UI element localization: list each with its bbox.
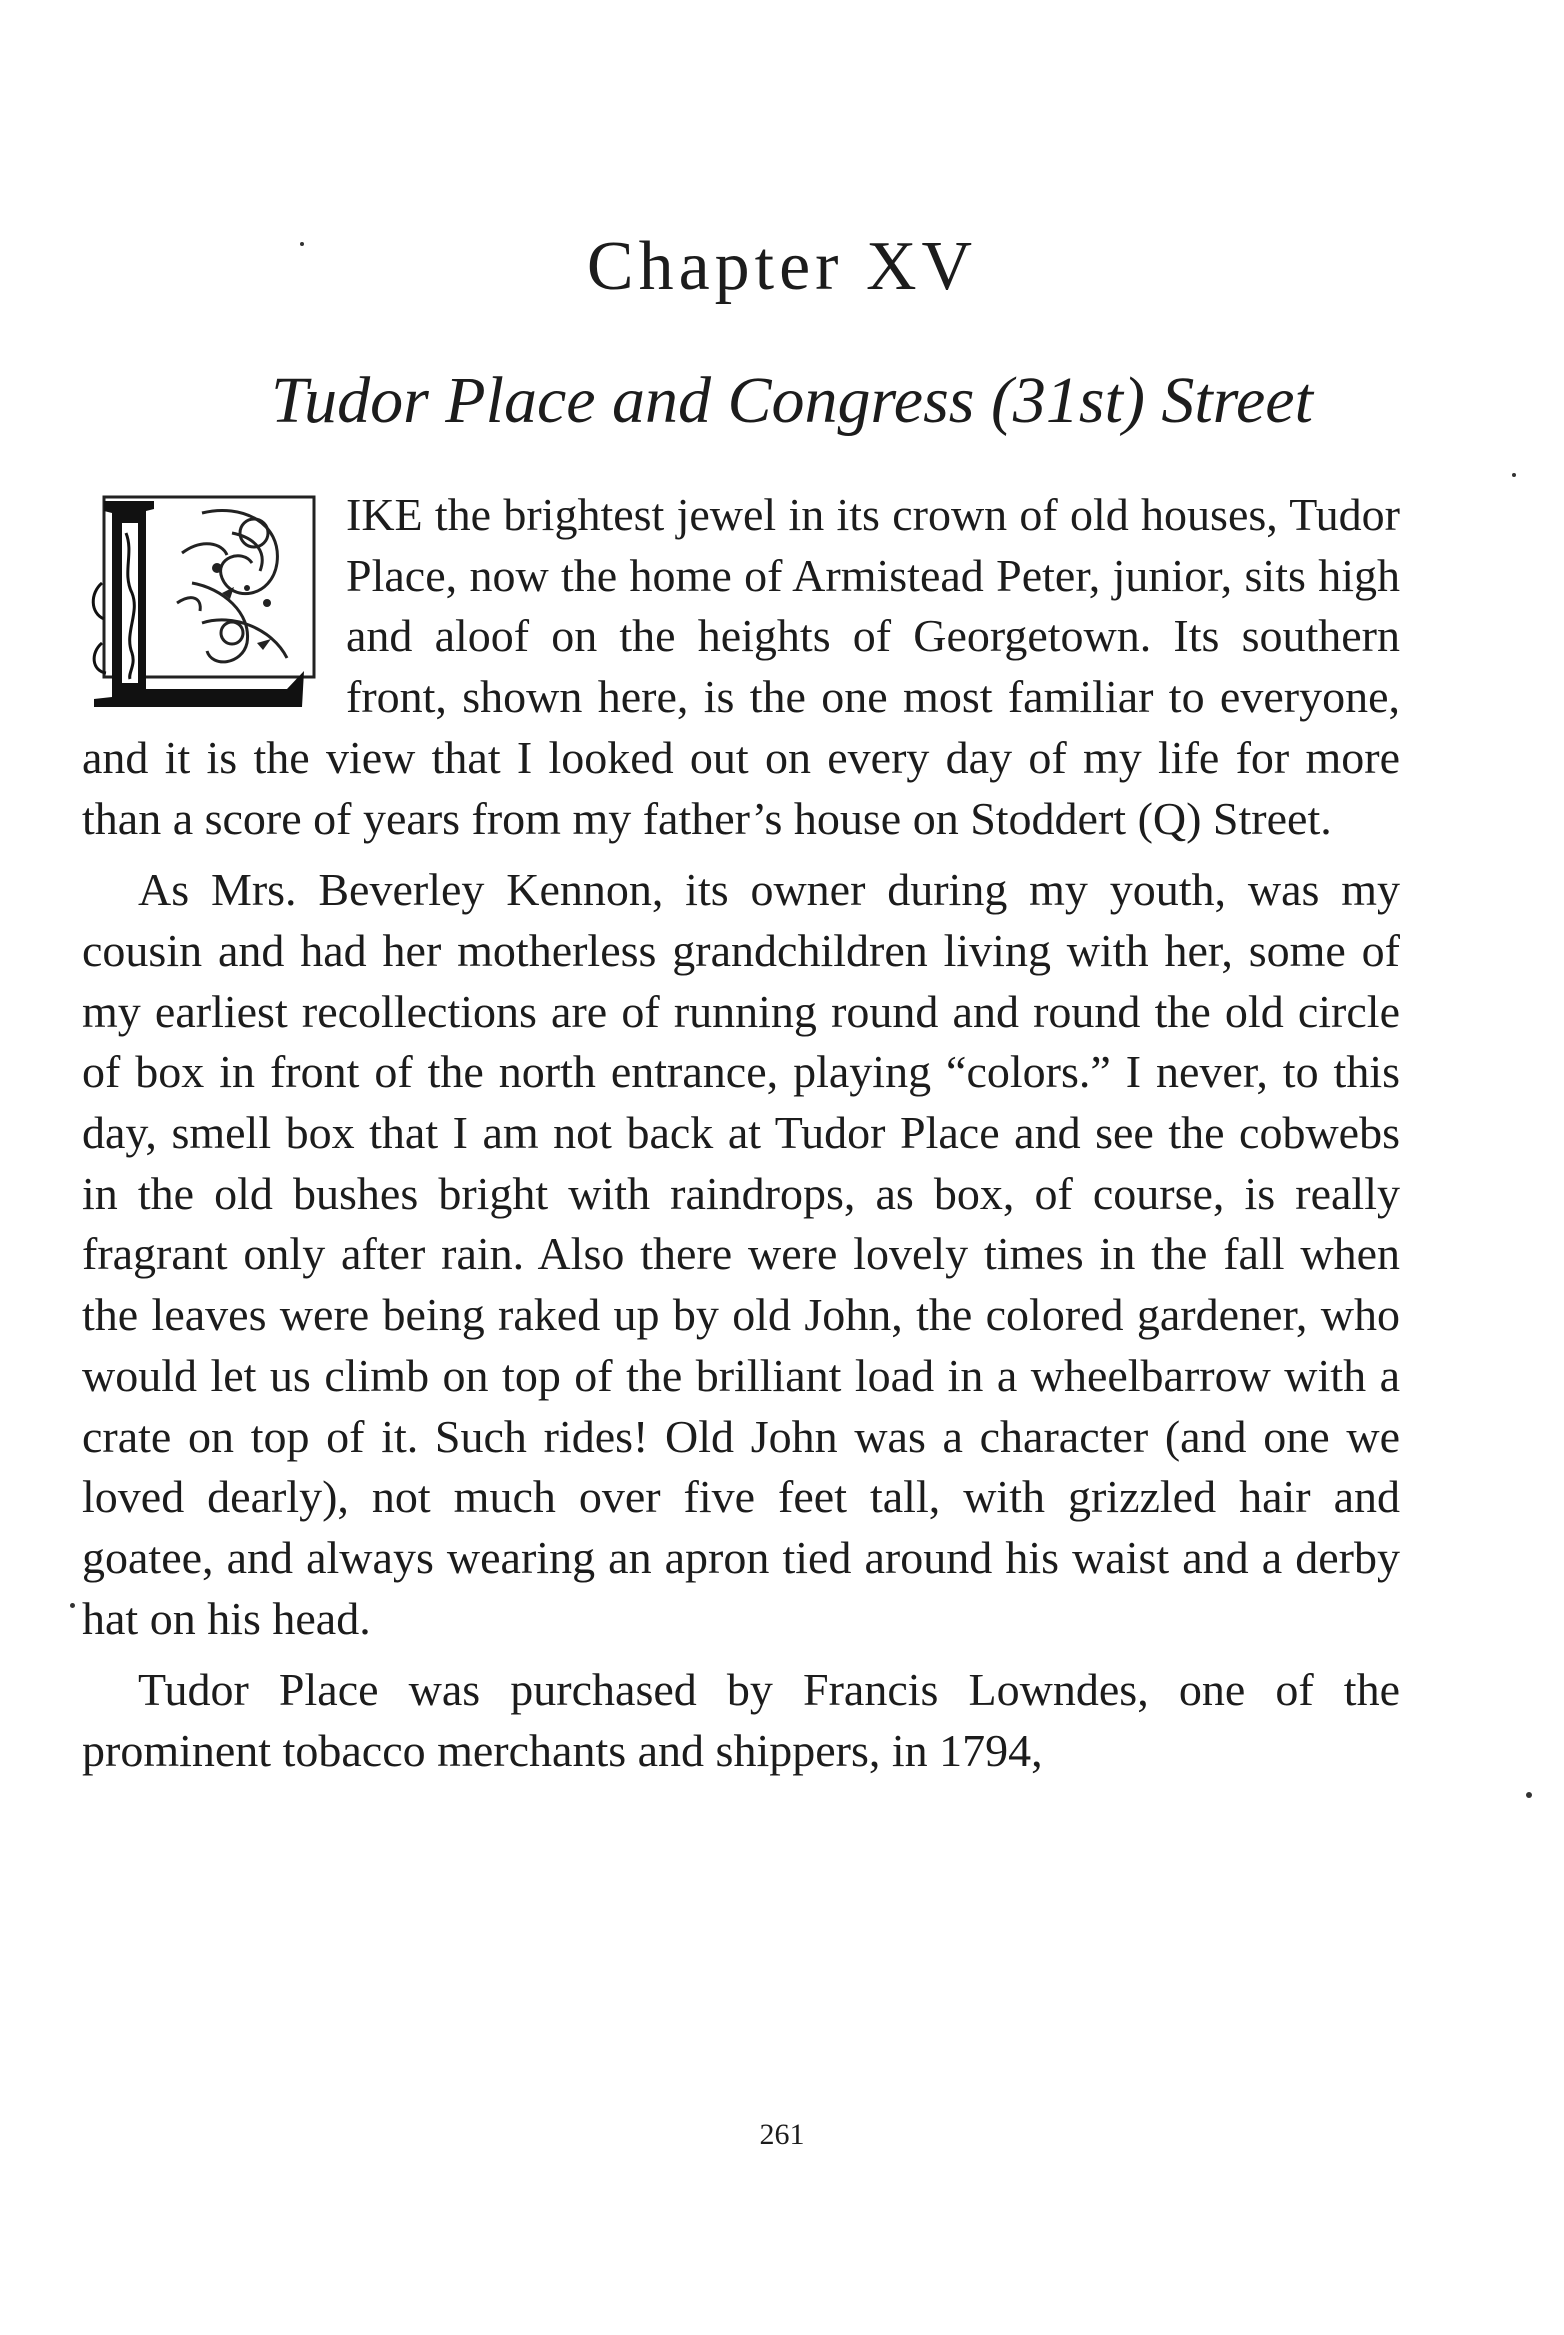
paragraph-1-text: IKE the brightest jewel in its crown of old houses, Tudor Place, now the home of Armistead Peter, junior, sits high and aloof on the heights of Georgetown. Its southern front, shown here, is the one most familiar to everyone, and it is the view that I looked out on every day of my life for more than a score of years from my father’s house on Stoddert (Q) Street.	[82, 489, 1400, 844]
svg-text:L: L	[94, 721, 95, 722]
scan-speck	[70, 1603, 75, 1608]
paragraph-2: As Mrs. Beverley Kennon, its owner during my youth, was my cousin and had her motherless grandchildren living with her, some of my earliest recollections are of running round and round the old circle of box in front of the north entrance, playing “colors.” I never, to this day, smell box that I am not back at Tudor Place and see the cobwebs in the old bushes bright with raindrops, as box, of course, is really fragrant only after rain. Also there were lovely times in the fall when the leaves were being raked up by old John, the colored gardener, who would let us climb on top of the brilliant load in a wheelbarrow with a crate on top of it. Such rides! Old John was a character (and one we loved dearly), not much over five feet tall, with grizzled hair and goatee, and always wearing an apron tied around his waist and a derby hat on his head.	[82, 864, 1400, 1644]
chapter-title: Chapter XV	[586, 228, 978, 305]
body-text	[82, 485, 1400, 1782]
page-number: 261	[759, 2118, 805, 2151]
scan-speck	[1512, 473, 1516, 477]
scan-speck	[300, 242, 304, 246]
drop-cap-ornament	[82, 493, 332, 726]
paragraph-1	[82, 485, 1400, 849]
ornamental-initial-icon	[82, 493, 332, 726]
paragraph-3: Tudor Place was purchased by Francis Lowndes, one of the prominent tobacco merchants and shippers, in 1794,	[82, 1664, 1400, 1777]
chapter-subtitle: Tudor Place and Congress (31st) Street	[271, 364, 1313, 437]
scan-speck	[1526, 1792, 1532, 1798]
